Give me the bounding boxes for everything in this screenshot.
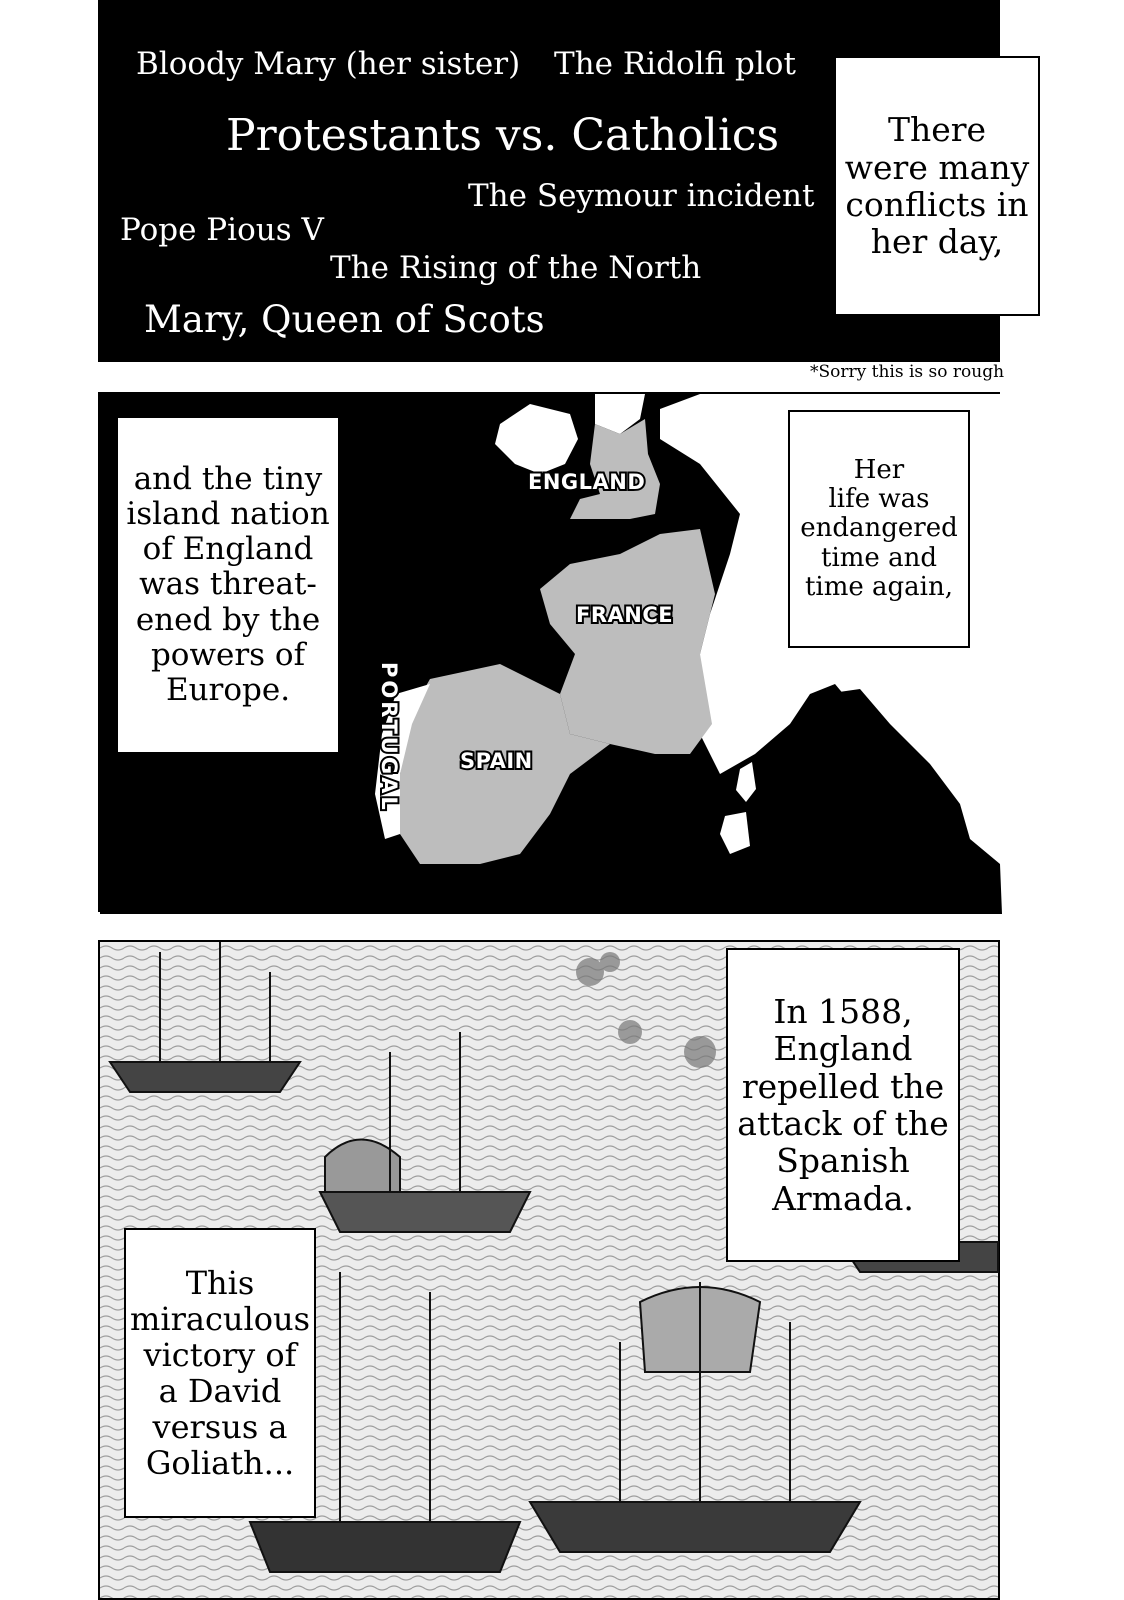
caption-threatened: and the tiny island nation of England was threat- ened by the powers of Europe. [116, 416, 340, 754]
europe-map-panel [98, 392, 1000, 912]
topic-seymour-incident: The Seymour incident [468, 178, 815, 214]
label-portugal: PORTUGAL [377, 662, 401, 813]
caption-endangered: Her life was endangered time and time again, [788, 410, 970, 648]
topic-bloody-mary: Bloody Mary (her sister) [136, 46, 521, 82]
topic-ridolfi-plot: The Ridolfi plot [554, 46, 796, 82]
topic-pope-pious: Pope Pious V [120, 212, 324, 248]
label-spain: SPAIN [460, 749, 533, 773]
translator-note: *Sorry this is so rough [810, 362, 1005, 382]
caption-armada: In 1588, England repelled the attack of the Spanish Armada. [726, 948, 960, 1262]
topic-mary-queen-of-scots: Mary, Queen of Scots [144, 298, 545, 341]
label-england: ENGLAND [528, 470, 646, 494]
conflicts-panel [98, 0, 1030, 362]
label-france: FRANCE [576, 603, 674, 627]
armada-panel [98, 940, 1000, 1600]
caption-david-goliath: This miraculous victory of a David versus a Goliath... [124, 1228, 316, 1518]
caption-conflicts: There were many conflicts in her day, [834, 56, 1040, 316]
topic-rising-north: The Rising of the North [330, 250, 702, 286]
topic-protestants-vs-catholics: Protestants vs. Catholics [226, 110, 780, 161]
